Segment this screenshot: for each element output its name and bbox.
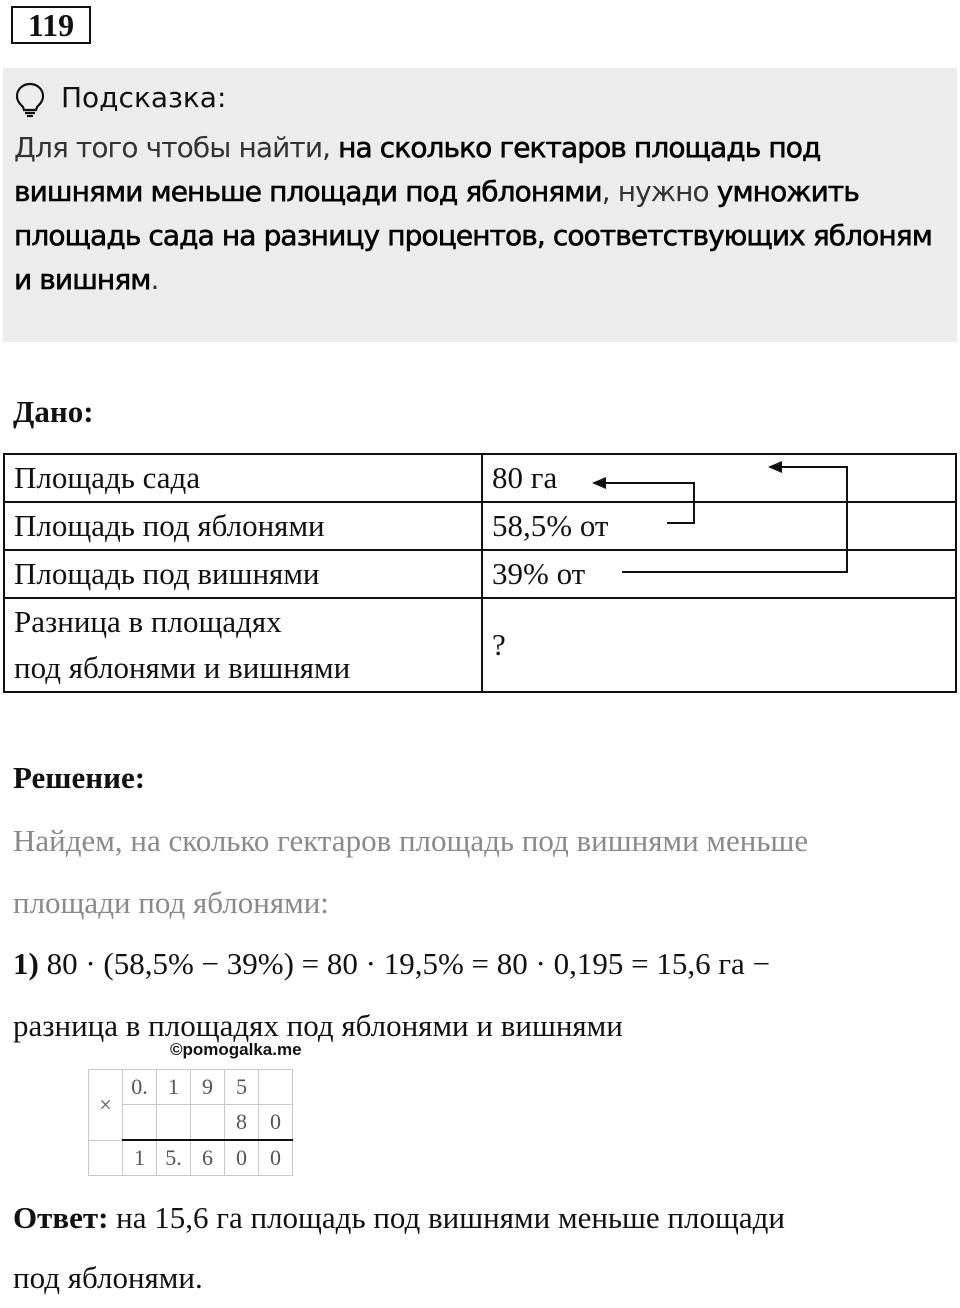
step-number: 1) [13, 946, 39, 981]
solution-intro-line: Найдем, на сколько гектаров площадь под вишнями меньше [13, 823, 809, 858]
table-row [4, 550, 956, 598]
solution-step [13, 933, 948, 995]
hint-text-part: Для того чтобы найти, [14, 131, 339, 164]
hint-text-emphasis: на сколько гектаров площадь под вишнями меньше площади под яблонями [14, 131, 821, 208]
solution-step-continuation: разница в площадях под яблонями и вишнями [13, 1008, 623, 1043]
grid-cell: 0. [123, 1070, 157, 1105]
table-row [4, 598, 956, 692]
hint-text [14, 126, 949, 302]
watermark: ©pomogalka.me [170, 1040, 302, 1059]
answer-label: Ответ: [13, 1200, 109, 1235]
given-name-cell: Площадь сада [4, 454, 482, 502]
solution-intro-line: площади под яблонями: [13, 885, 329, 920]
answer [13, 1188, 948, 1308]
grid-cell: 8 [225, 1105, 259, 1141]
given-name-cell: Площадь под вишнями [4, 550, 482, 598]
hint-title-text: Подсказка: [61, 81, 227, 114]
solution-label: Решение: [13, 760, 146, 795]
grid-cell: 6 [191, 1140, 225, 1176]
grid-cell [89, 1140, 123, 1176]
grid-cell: 9 [191, 1070, 225, 1105]
grid-cell [191, 1105, 225, 1141]
problem-number: 119 [11, 6, 91, 44]
grid-row [89, 1140, 293, 1176]
table-row [4, 454, 956, 502]
grid-cell: 0 [259, 1105, 293, 1141]
grid-cell: 0 [225, 1140, 259, 1176]
multiplication-grid [88, 1069, 293, 1176]
given-name-line: Разница в площадях [14, 604, 282, 639]
grid-cell: 5 [225, 1070, 259, 1105]
given-name-cell: Площадь под яблонями [4, 502, 482, 550]
grid-cell [123, 1105, 157, 1141]
given-name-line: под яблонями и вишнями [14, 650, 351, 685]
grid-cell [157, 1105, 191, 1141]
step-formula: 80 · (58,5% − 39%) = 80 · 19,5% = 80 · 0,195 = 15,6 га − [38, 946, 771, 981]
table-row [4, 502, 956, 550]
grid-cell: 1 [123, 1140, 157, 1176]
answer-text: на 15,6 га площадь под вишнями меньше площади [108, 1200, 785, 1235]
multiply-operator: × [89, 1070, 123, 1141]
hint-text-part: , нужно [601, 175, 717, 208]
hint-text-emphasis: умножить площадь сада на разницу процентов, соответствующих яблоням и вишням [14, 175, 932, 296]
grid-cell: 5. [157, 1140, 191, 1176]
given-table [3, 453, 957, 693]
answer-text: под яблонями. [13, 1260, 203, 1295]
grid-row [89, 1070, 293, 1105]
given-label: Дано: [13, 394, 94, 429]
given-value-cell: 39% от [482, 550, 956, 598]
given-value-cell: 80 га [482, 454, 956, 502]
given-name-cell [4, 598, 482, 692]
grid-cell: 1 [157, 1070, 191, 1105]
grid-cell: 0 [259, 1140, 293, 1176]
given-value-cell: 58,5% от [482, 502, 956, 550]
lightbulb-icon [14, 82, 46, 118]
grid-cell [259, 1070, 293, 1105]
hint-text-part: . [150, 263, 159, 296]
given-value-cell: ? [482, 598, 956, 692]
